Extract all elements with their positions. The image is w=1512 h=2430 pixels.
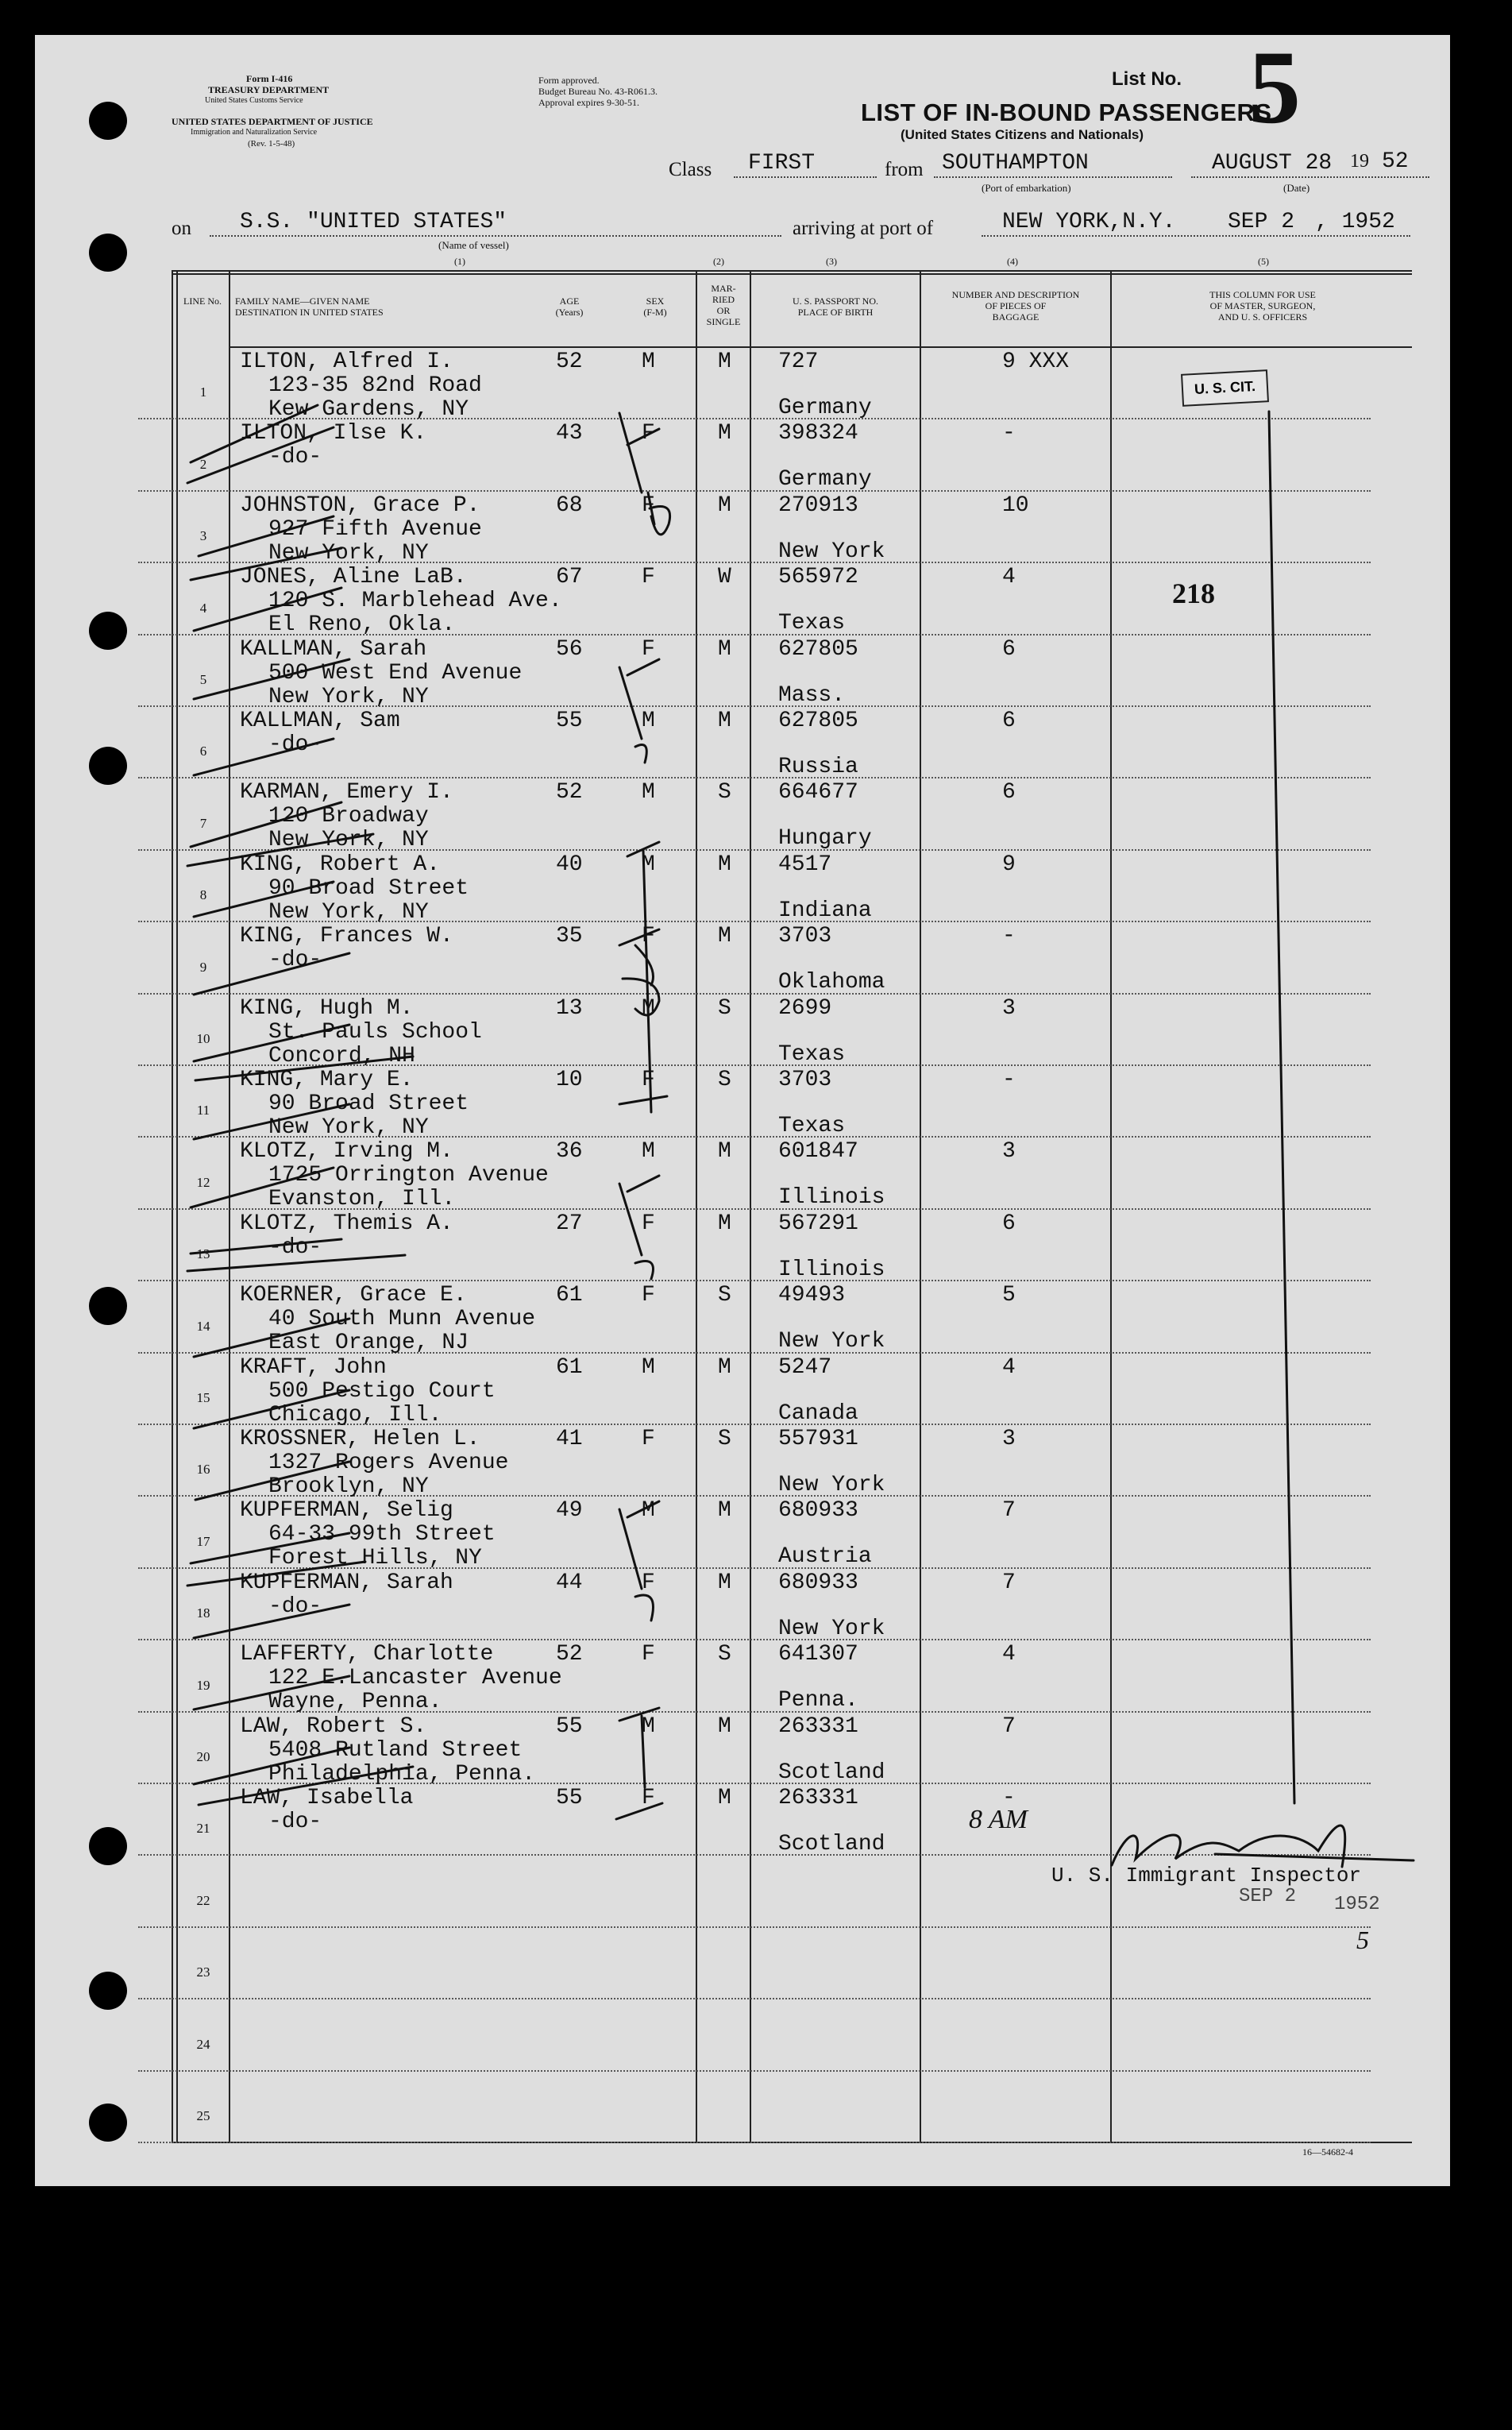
inspector-title: U. S. Immigrant Inspector: [1051, 1864, 1362, 1887]
passenger-marital-status: M: [718, 1139, 731, 1165]
passenger-sex: F: [642, 493, 655, 518]
passenger-age: 43: [556, 421, 583, 446]
line-number: 19: [196, 1677, 210, 1693]
passport-number: 263331: [778, 1786, 858, 1810]
line-number: 7: [199, 815, 207, 831]
port-of-embarkation: SOUTHAMPTON: [942, 151, 1089, 176]
baggage-count: 6: [1002, 780, 1016, 805]
passenger-name: KARMAN, Emery I.: [240, 780, 453, 805]
passport-number: 664677: [778, 780, 858, 805]
passport-number: 641307: [778, 1642, 858, 1667]
passenger-age: 67: [556, 565, 583, 590]
passport-number: 567291: [778, 1211, 858, 1236]
baggage-count: 5: [1002, 1283, 1016, 1308]
col-header-name: FAMILY NAME—GIVEN NAME DESTINATION IN UNITED STATES: [235, 296, 384, 318]
baggage-count: 7: [1002, 1498, 1016, 1524]
passenger-marital-status: M: [718, 636, 731, 662]
baggage-count: -: [1002, 1786, 1016, 1810]
passenger-age: 52: [556, 780, 583, 805]
passenger-age: 61: [556, 1354, 583, 1380]
passport-number: 4517: [778, 852, 832, 877]
row-separator: [138, 777, 1371, 778]
passenger-sex: F: [642, 1068, 655, 1092]
departure-year: 52: [1382, 149, 1409, 174]
passenger-name: JONES, Aline LaB.: [240, 565, 467, 590]
passenger-name: LAW, Isabella: [240, 1786, 414, 1810]
passenger-address-line1: 1725 Orrington Avenue: [268, 1163, 549, 1188]
passenger-sex: F: [642, 1427, 655, 1451]
passenger-age: 55: [556, 1713, 583, 1739]
passenger-name: KRAFT, John: [240, 1354, 387, 1380]
place-of-birth: Canada: [778, 1400, 858, 1426]
passenger-address-line2: New York, NY: [268, 899, 429, 925]
passport-number: 601847: [778, 1139, 858, 1165]
baggage-count: -: [1002, 924, 1016, 949]
list-number-label: List No.: [1112, 68, 1182, 90]
passenger-age: 36: [556, 1139, 583, 1165]
ins: Immigration and Naturalization Service: [191, 128, 318, 137]
place-of-birth: Texas: [778, 1114, 846, 1138]
line-number: 16: [196, 1462, 210, 1478]
row-separator: [138, 1639, 1371, 1640]
passenger-sex: F: [642, 924, 655, 949]
place-of-birth: Germany: [778, 467, 872, 493]
class-label: Class: [669, 159, 712, 180]
passenger-address-line2: Concord, NH: [268, 1043, 415, 1068]
baggage-count: 9: [1002, 852, 1016, 877]
passenger-name: ILTON, Alfred I.: [240, 350, 453, 374]
line-number: 23: [196, 1964, 210, 1980]
passenger-address-line2: East Orange, NJ: [268, 1331, 469, 1356]
officer-number: 218: [1172, 578, 1215, 609]
passenger-address-line2: Forest Hills, NY: [268, 1546, 482, 1571]
line-number: 15: [196, 1390, 210, 1405]
passenger-sex: F: [642, 1283, 655, 1308]
passenger-address-line1: 123-35 82nd Road: [268, 373, 482, 398]
embarkation-caption: (Port of embarkation): [982, 182, 1071, 194]
baggage-count: 3: [1002, 1427, 1016, 1451]
passenger-marital-status: S: [718, 1068, 731, 1092]
passport-number: 49493: [778, 1283, 846, 1308]
binder-hole: [89, 102, 127, 140]
place-of-birth: Austria: [778, 1544, 872, 1570]
baggage-count: 6: [1002, 709, 1016, 733]
line-number: 18: [196, 1605, 210, 1621]
class-value: FIRST: [748, 151, 816, 176]
us-citizen-stamp: U. S. CIT.: [1181, 369, 1269, 407]
passenger-address-line2: El Reno, Okla.: [268, 612, 456, 638]
passenger-address-line1: -do-: [268, 948, 322, 973]
col-num-4: (4): [1007, 256, 1018, 267]
passenger-address-line1: 64-33 99th Street: [268, 1522, 496, 1547]
line-number: 24: [196, 2036, 210, 2052]
passenger-sex: M: [642, 350, 655, 374]
baggage-count: 9 XXX: [1002, 350, 1070, 374]
arrival-port: NEW YORK,N.Y.: [1002, 210, 1176, 234]
passenger-address-line2: Brooklyn, NY: [268, 1474, 429, 1499]
place-of-birth: Mass.: [778, 682, 846, 708]
line-number: 9: [199, 959, 207, 975]
passenger-address-line2: Chicago, Ill.: [268, 1402, 442, 1427]
passenger-address-line2: New York, NY: [268, 684, 429, 709]
passport-number: 3703: [778, 924, 832, 949]
passenger-marital-status: M: [718, 1498, 731, 1524]
baggage-count: 4: [1002, 1642, 1016, 1667]
form-approved: Form approved.: [538, 75, 600, 86]
passenger-name: KUPFERMAN, Selig: [240, 1498, 453, 1524]
passenger-address-line1: 90 Broad Street: [268, 875, 469, 901]
place-of-birth: New York: [778, 1473, 885, 1497]
place-of-birth: Illinois: [778, 1257, 885, 1282]
place-of-birth: Hungary: [778, 826, 872, 852]
passenger-sex: M: [642, 1139, 655, 1165]
passenger-marital-status: M: [718, 1570, 731, 1595]
departure-date: AUGUST 28: [1212, 151, 1333, 176]
passenger-marital-status: S: [718, 1283, 731, 1308]
place-of-birth: New York: [778, 539, 885, 564]
baggage-count: -: [1002, 421, 1016, 446]
passenger-address-line2: New York, NY: [268, 1115, 429, 1140]
arriving-label: arriving at port of: [793, 218, 934, 239]
baggage-count: 10: [1002, 493, 1029, 518]
line-number: 6: [199, 744, 207, 759]
passenger-marital-status: S: [718, 1427, 731, 1451]
passenger-address-line2: New York, NY: [268, 828, 429, 853]
place-of-birth: Oklahoma: [778, 970, 885, 995]
baggage-count: 7: [1002, 1570, 1016, 1595]
baggage-count: 6: [1002, 1211, 1016, 1236]
passenger-age: 52: [556, 1642, 583, 1667]
row-separator: [138, 1854, 1371, 1856]
passenger-address-line1: 1327 Rogers Avenue: [268, 1451, 509, 1475]
line-number: 21: [196, 1821, 210, 1837]
passenger-sex: F: [642, 1211, 655, 1236]
passenger-name: KLOTZ, Irving M.: [240, 1139, 453, 1165]
passenger-address-line1: 927 Fifth Avenue: [268, 516, 482, 542]
arrival-year: , 1952: [1315, 210, 1395, 234]
annotation-8am: 8 AM: [969, 1805, 1028, 1834]
binder-hole: [89, 1827, 127, 1865]
passenger-name: KLOTZ, Themis A.: [240, 1211, 453, 1236]
passenger-name: KOERNER, Grace E.: [240, 1283, 467, 1308]
passenger-name: KALLMAN, Sarah: [240, 636, 427, 662]
passenger-name: KING, Robert A.: [240, 852, 441, 877]
passenger-marital-status: M: [718, 1786, 731, 1810]
col-num-2: (2): [713, 256, 724, 267]
row-separator: [138, 1926, 1371, 1928]
line-number: 8: [199, 887, 207, 903]
passenger-marital-status: S: [718, 1642, 731, 1667]
vessel-name: S.S. "UNITED STATES": [240, 210, 507, 234]
passenger-age: 10: [556, 1068, 583, 1092]
passenger-address-line1: -do-: [268, 1234, 322, 1260]
passenger-sex: M: [642, 709, 655, 733]
passenger-age: 44: [556, 1570, 583, 1595]
passenger-address-line1: -do-: [268, 732, 322, 757]
passport-number: 627805: [778, 636, 858, 662]
row-separator: [138, 2070, 1371, 2072]
passenger-name: KROSSNER, Helen L.: [240, 1427, 480, 1451]
line-number: 12: [196, 1174, 210, 1190]
passenger-sex: F: [642, 565, 655, 590]
passenger-age: 56: [556, 636, 583, 662]
passenger-sex: M: [642, 780, 655, 805]
col-header-married: MAR- RIED OR SINGLE: [706, 283, 741, 327]
place-of-birth: New York: [778, 1616, 885, 1641]
passport-number: 270913: [778, 493, 858, 518]
passport-number: 3703: [778, 1068, 832, 1092]
place-of-birth: Germany: [778, 396, 872, 420]
passenger-marital-status: M: [718, 1211, 731, 1236]
passenger-age: 13: [556, 995, 583, 1021]
line-number: 20: [196, 1749, 210, 1764]
binder-hole: [89, 234, 127, 272]
form-number: Form I-416: [246, 73, 293, 84]
binder-hole: [89, 747, 127, 785]
passenger-age: 35: [556, 924, 583, 949]
col-num-3: (3): [826, 256, 837, 267]
passenger-address-line1: 5408 Rutland Street: [268, 1737, 523, 1763]
passenger-name: LAFFERTY, Charlotte: [240, 1642, 494, 1667]
date-caption: (Date): [1283, 182, 1310, 194]
passport-number: 565972: [778, 565, 858, 590]
col-header-passport: U. S. PASSPORT NO. PLACE OF BIRTH: [793, 296, 878, 318]
line-number: 3: [199, 528, 207, 544]
passenger-address-line1: 500 West End Avenue: [268, 660, 523, 686]
passenger-address-line1: -do-: [268, 1810, 322, 1834]
place-of-birth: New York: [778, 1329, 885, 1354]
col-header-sex: SEX (F-M): [643, 296, 667, 318]
col-header-baggage: NUMBER AND DESCRIPTION OF PIECES OF BAGGAGE: [951, 289, 1080, 323]
passport-number: 557931: [778, 1427, 858, 1451]
passenger-age: 41: [556, 1427, 583, 1451]
place-of-birth: Penna.: [778, 1688, 858, 1713]
treasury-dept: TREASURY DEPARTMENT: [208, 84, 330, 95]
row-separator: [138, 490, 1371, 492]
baggage-count: 3: [1002, 995, 1016, 1021]
passenger-marital-status: W: [718, 565, 731, 590]
passenger-name: LAW, Robert S.: [240, 1713, 427, 1739]
passenger-sex: M: [642, 1498, 655, 1524]
passenger-address-line1: -do-: [268, 1594, 322, 1619]
baggage-count: -: [1002, 1068, 1016, 1092]
vessel-caption: (Name of vessel): [438, 239, 509, 251]
col-num-5: (5): [1258, 256, 1269, 267]
passenger-age: 55: [556, 1786, 583, 1810]
passenger-marital-status: M: [718, 852, 731, 877]
customs-service: United States Customs Service: [205, 96, 303, 105]
place-of-birth: Illinois: [778, 1185, 885, 1211]
passport-number: 727: [778, 350, 819, 374]
place-of-birth: Russia: [778, 755, 858, 779]
passport-number: 680933: [778, 1498, 858, 1524]
line-number: 5: [199, 672, 207, 687]
doj: UNITED STATES DEPARTMENT OF JUSTICE: [172, 116, 373, 127]
row-separator: [138, 1280, 1371, 1281]
line-number: 17: [196, 1533, 210, 1549]
document-title: LIST OF IN-BOUND PASSENGERS: [861, 99, 1272, 126]
passenger-address-line1: 120 S. Marblehead Ave.: [268, 589, 562, 614]
passenger-marital-status: M: [718, 350, 731, 374]
place-of-birth: Texas: [778, 611, 846, 636]
binder-hole: [89, 612, 127, 650]
baggage-count: 4: [1002, 565, 1016, 590]
passenger-marital-status: M: [718, 493, 731, 518]
passenger-name: KUPFERMAN, Sarah: [240, 1570, 453, 1595]
passport-number: 627805: [778, 709, 858, 733]
inspector-date: SEP 2: [1239, 1886, 1297, 1907]
line-number: 4: [199, 600, 207, 616]
budget-bureau: Budget Bureau No. 43-R061.3.: [538, 86, 658, 97]
place-of-birth: Texas: [778, 1041, 846, 1067]
line-number: 14: [196, 1318, 210, 1334]
place-of-birth: Indiana: [778, 898, 872, 923]
arrival-date: SEP 2: [1228, 210, 1295, 234]
passenger-address-line1: -do-: [268, 445, 322, 470]
baggage-count: 7: [1002, 1713, 1016, 1739]
passenger-name: KING, Hugh M.: [240, 995, 414, 1021]
footer-code: 16—54682-4: [1302, 2146, 1353, 2158]
passport-number: 398324: [778, 421, 858, 446]
binder-hole: [89, 1287, 127, 1325]
passenger-sex: F: [642, 1642, 655, 1667]
passenger-address-line1: 122 E.Lancaster Avenue: [268, 1666, 562, 1691]
passenger-address-line2: Kew Gardens, NY: [268, 397, 469, 422]
passenger-sex: F: [642, 1570, 655, 1595]
baggage-count: 3: [1002, 1139, 1016, 1165]
col-header-age: AGE (Years): [555, 296, 584, 318]
passport-number: 5247: [778, 1354, 832, 1380]
passenger-address-line1: St. Pauls School: [268, 1019, 482, 1045]
passenger-age: 49: [556, 1498, 583, 1524]
passenger-name: JOHNSTON, Grace P.: [240, 493, 480, 518]
col-header-line: LINE No.: [183, 296, 222, 307]
baggage-count: 4: [1002, 1354, 1016, 1380]
line-number: 11: [196, 1103, 210, 1118]
passenger-age: 52: [556, 350, 583, 374]
passport-number: 2699: [778, 995, 832, 1021]
passport-number: 680933: [778, 1570, 858, 1595]
from-label: from: [885, 159, 924, 180]
passenger-sex: M: [642, 995, 655, 1021]
passenger-sex: M: [642, 1354, 655, 1380]
line-number: 10: [196, 1031, 210, 1046]
row-separator: [138, 2142, 1371, 2143]
binder-hole: [89, 1972, 127, 2010]
passenger-address-line2: Evanston, Ill.: [268, 1187, 456, 1212]
line-number: 22: [196, 1892, 210, 1908]
passenger-sex: M: [642, 1713, 655, 1739]
list-number: 5: [1248, 29, 1301, 145]
passenger-address-line1: 90 Broad Street: [268, 1091, 469, 1116]
passenger-name: KING, Frances W.: [240, 924, 453, 949]
passenger-sex: F: [642, 1786, 655, 1810]
passenger-marital-status: M: [718, 421, 731, 446]
passenger-address-line2: Wayne, Penna.: [268, 1690, 442, 1715]
inspector-page: 5: [1356, 1926, 1369, 1954]
document-subtitle: (United States Citizens and Nationals): [901, 127, 1144, 142]
inspector-year: 1952: [1334, 1894, 1380, 1915]
passenger-address-line1: 500 Pestigo Court: [268, 1378, 496, 1404]
passenger-age: 61: [556, 1283, 583, 1308]
binder-hole: [89, 2104, 127, 2142]
passenger-address-line2: Philadelphia, Penna.: [268, 1761, 536, 1787]
line-number: 1: [199, 384, 207, 400]
passenger-age: 55: [556, 709, 583, 733]
passenger-age: 40: [556, 852, 583, 877]
passenger-name: KALLMAN, Sam: [240, 709, 400, 733]
line-number: 13: [196, 1246, 210, 1262]
place-of-birth: Scotland: [778, 1832, 885, 1856]
passport-number: 263331: [778, 1713, 858, 1739]
passenger-sex: M: [642, 852, 655, 877]
line-number: 25: [196, 2108, 210, 2123]
place-of-birth: Scotland: [778, 1760, 885, 1785]
form-revision: (Rev. 1-5-48): [248, 139, 295, 149]
passenger-age: 27: [556, 1211, 583, 1236]
passenger-marital-status: M: [718, 709, 731, 733]
line-number: 2: [199, 456, 207, 472]
approval-expires: Approval expires 9-30-51.: [538, 97, 639, 108]
row-separator: [138, 993, 1371, 995]
passenger-name: KING, Mary E.: [240, 1068, 414, 1092]
passenger-name: ILTON, Ilse K.: [240, 421, 427, 446]
passenger-sex: F: [642, 421, 655, 446]
col-header-officers: THIS COLUMN FOR USE OF MASTER, SURGEON, AND U. S. OFFICERS: [1209, 289, 1316, 323]
date-century: 19: [1350, 151, 1369, 172]
row-separator: [138, 1998, 1371, 1999]
col-num-1: (1): [454, 256, 465, 267]
baggage-count: 6: [1002, 636, 1016, 662]
passenger-marital-status: M: [718, 924, 731, 949]
passenger-sex: F: [642, 636, 655, 662]
passenger-address-line2: New York, NY: [268, 540, 429, 566]
passenger-marital-status: M: [718, 1354, 731, 1380]
passenger-address-line1: 120 Broadway: [268, 804, 429, 829]
passenger-marital-status: M: [718, 1713, 731, 1739]
passenger-marital-status: S: [718, 995, 731, 1021]
passenger-age: 68: [556, 493, 583, 518]
passenger-marital-status: S: [718, 780, 731, 805]
passenger-address-line1: 40 South Munn Avenue: [268, 1307, 536, 1332]
on-label: on: [172, 218, 191, 239]
